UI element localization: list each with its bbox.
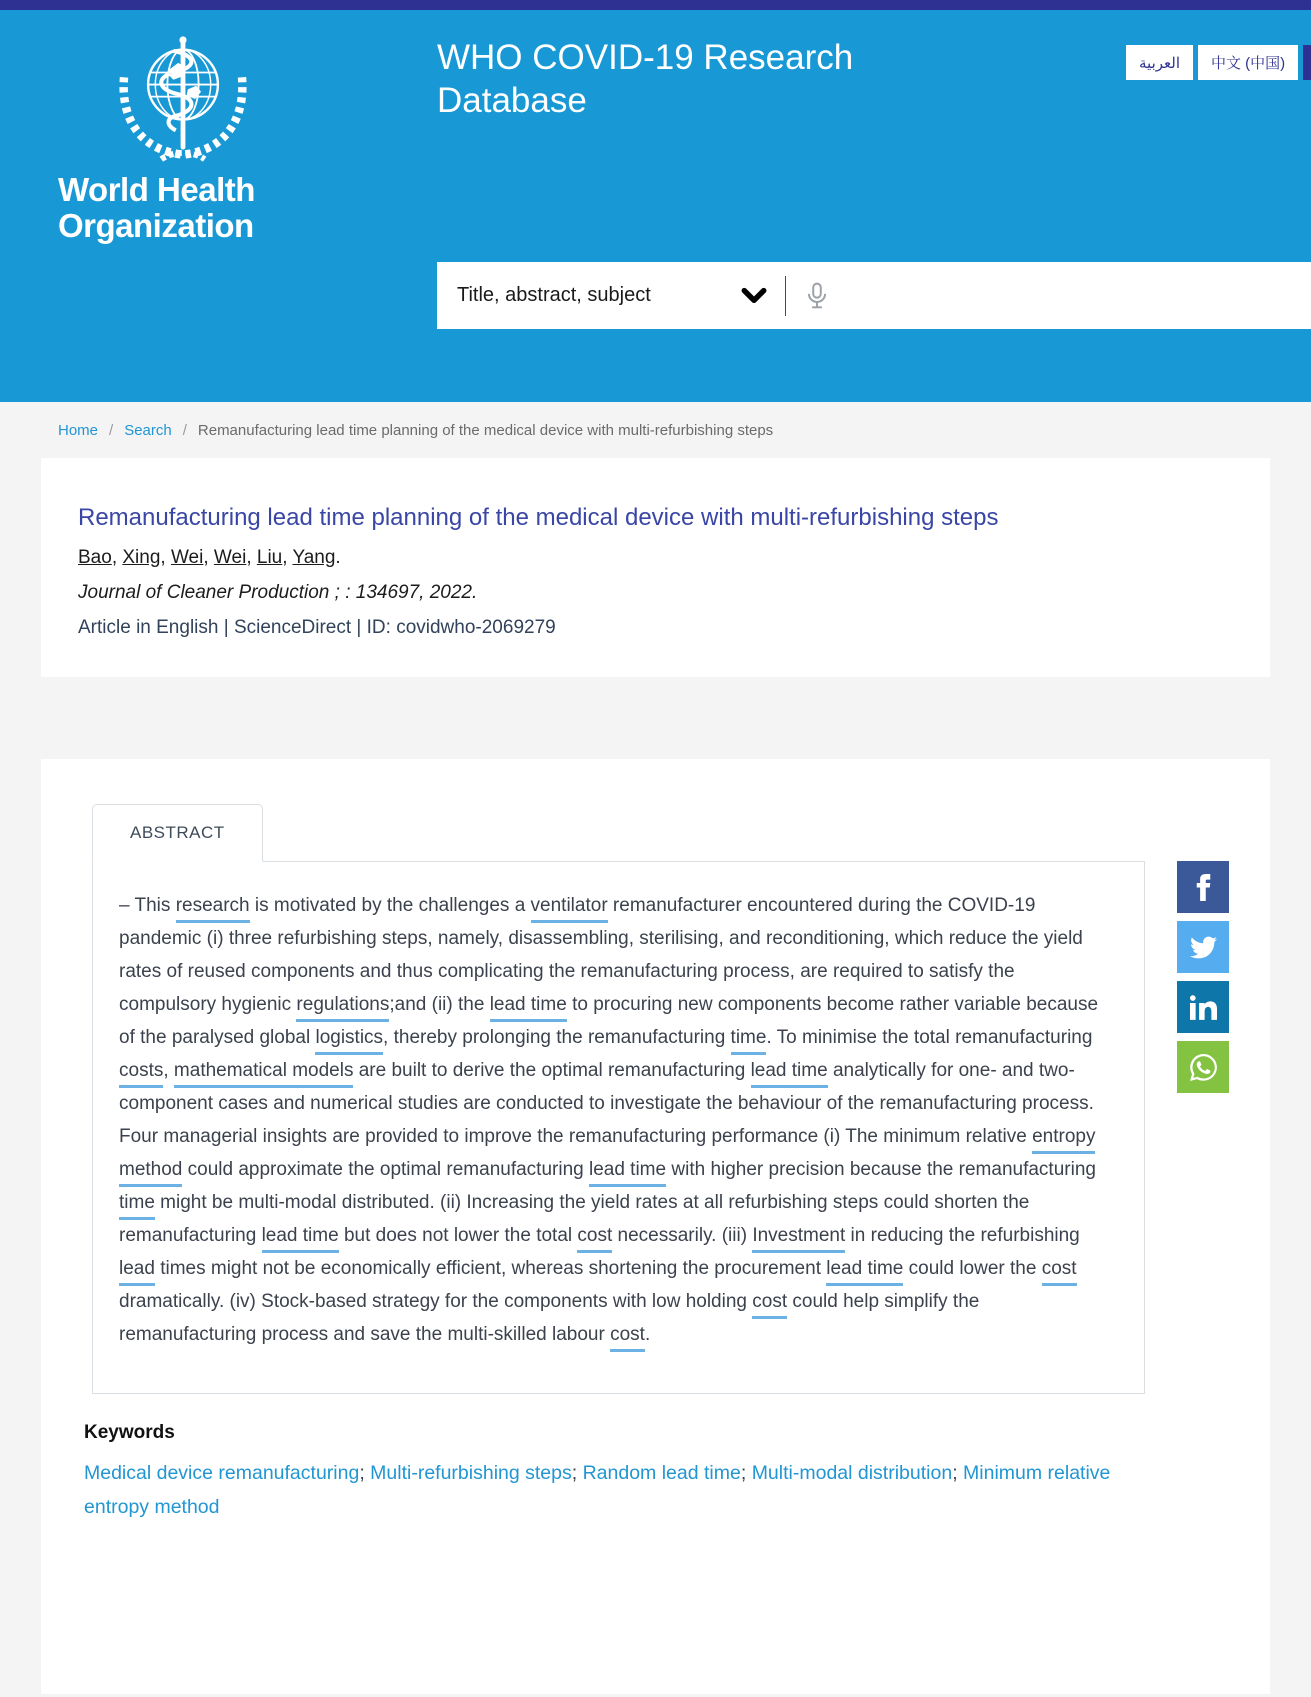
- author-link[interactable]: Yang: [292, 547, 336, 568]
- highlighted-term[interactable]: entropy: [1032, 1126, 1095, 1154]
- author-link[interactable]: Xing: [122, 547, 161, 568]
- logo-text-line2: Organization: [58, 207, 254, 244]
- language-button[interactable]: العربية: [1126, 45, 1193, 80]
- highlighted-term[interactable]: costs: [119, 1060, 163, 1088]
- author-link[interactable]: Wei: [170, 547, 204, 568]
- site-title: WHO COVID-19 Research Database: [437, 38, 854, 120]
- highlighted-term[interactable]: logistics: [315, 1027, 383, 1055]
- breadcrumb-separator: /: [182, 421, 187, 439]
- search-scope-label: Title, abstract, subject: [457, 284, 651, 306]
- highlighted-term[interactable]: lead time: [262, 1225, 339, 1253]
- keyword-link[interactable]: Multi-refurbishing steps: [370, 1462, 572, 1484]
- highlighted-term[interactable]: cost: [610, 1324, 645, 1352]
- keyword-separator: ;: [359, 1462, 371, 1484]
- article-meta-line: Article in English | ScienceDirect | ID: covidwho-2069279: [78, 617, 556, 638]
- highlighted-term[interactable]: time: [119, 1192, 155, 1220]
- highlighted-term[interactable]: lead: [119, 1258, 155, 1286]
- whatsapp-share-button[interactable]: [1177, 1041, 1229, 1093]
- highlighted-term[interactable]: lead time: [490, 994, 567, 1022]
- who-logo[interactable]: [58, 34, 308, 244]
- logo-text-line1: World Health: [58, 171, 255, 208]
- top-strip: [0, 0, 1311, 10]
- language-button[interactable]: 中文 (中国): [1198, 45, 1298, 80]
- whatsapp-icon: [1190, 1054, 1217, 1081]
- keyword-separator: ;: [952, 1462, 964, 1484]
- breadcrumb: [0, 402, 1311, 458]
- keyword-link[interactable]: Multi-modal distribution: [751, 1462, 953, 1484]
- breadcrumb-link[interactable]: Search: [124, 421, 172, 439]
- language-button-partial[interactable]: [1303, 45, 1311, 80]
- highlighted-term[interactable]: cost: [577, 1225, 612, 1253]
- highlighted-term[interactable]: regulations: [296, 994, 389, 1022]
- tab-abstract[interactable]: ABSTRACT: [92, 804, 263, 862]
- highlighted-term[interactable]: mathematical models: [174, 1060, 354, 1088]
- site-header: [0, 0, 1311, 402]
- abstract-text: – This research is motivated by the challenges a ventilator remanufacturer encountered during the COVID-19 pandemic (i) three refurbishing steps, namely, disassembling, sterilising, and reconditioning, which reduce the yield rates of reused components and thus complicating the remanufacturing process, are required to satisfy the compulsory hygienic regulations;and (ii) the lead time to procuring new components become rather variable because of the paralysed global logistics, thereby prolonging the remanufacturing time. To minimise the total remanufacturing costs, mathematical models are built to derive the optimal remanufacturing lead time analytically for one- and two-component cases and numerical studies are conducted to investigate the behaviour of the remanufacturing process. Four managerial insights are provided to improve the remanufacturing performance (i) The minimum relative entropy method could approximate the optimal remanufacturing lead time with higher precision because the remanufacturing time might be multi-modal distributed. (ii) Increasing the yield rates at all refurbishing steps could shorten the remanufacturing lead time but does not lower the total cost necessarily. (iii) Investment in reducing the refurbishing lead times might not be economically efficient, whereas shortening the procurement lead time could lower the cost dramatically. (iv) Stock-based strategy for the components with low holding cost could help simplify the remanufacturing process and save the multi-skilled labour cost.: [92, 861, 1145, 1394]
- microphone-button[interactable]: [786, 262, 848, 329]
- breadcrumb-current: Remanufacturing lead time planning of the medical device with multi-refurbishing steps: [197, 421, 774, 439]
- article-authors: Bao, Xing, Wei, Wei, Liu, Yang.: [78, 547, 341, 568]
- keywords-list: [84, 1456, 1145, 1524]
- keyword-link[interactable]: Medical device remanufacturing: [84, 1462, 360, 1484]
- search-input[interactable]: [848, 262, 1311, 329]
- article-detail-card: [41, 759, 1270, 1694]
- breadcrumb-link[interactable]: Home: [58, 421, 99, 439]
- linkedin-icon: [1190, 994, 1217, 1021]
- facebook-icon: [1190, 874, 1217, 901]
- article-title[interactable]: Remanufacturing lead time planning of the medical device with multi-refurbishing steps: [78, 504, 999, 531]
- keywords-heading: Keywords: [84, 1422, 175, 1443]
- highlighted-term[interactable]: cost: [752, 1291, 787, 1319]
- keyword-separator: ;: [571, 1462, 583, 1484]
- highlighted-term[interactable]: ventilator: [531, 895, 608, 923]
- keyword-link[interactable]: Minimum relative entropy method: [84, 1462, 1111, 1518]
- social-share-buttons: [1177, 861, 1229, 1093]
- highlighted-term[interactable]: lead time: [826, 1258, 903, 1286]
- language-switcher: [1126, 45, 1311, 80]
- breadcrumb-separator: /: [109, 421, 114, 439]
- highlighted-term[interactable]: time: [731, 1027, 767, 1055]
- highlighted-term[interactable]: Investment: [752, 1225, 845, 1253]
- twitter-icon: [1190, 934, 1217, 961]
- keyword-separator: ;: [740, 1462, 752, 1484]
- highlighted-term[interactable]: research: [176, 895, 250, 923]
- highlighted-term[interactable]: lead time: [589, 1159, 666, 1187]
- search-bar: [437, 262, 1311, 329]
- highlighted-term[interactable]: cost: [1042, 1258, 1077, 1286]
- article-summary-card: [41, 458, 1270, 677]
- author-link[interactable]: Liu: [256, 547, 283, 568]
- facebook-share-button[interactable]: [1177, 861, 1229, 913]
- twitter-share-button[interactable]: [1177, 921, 1229, 973]
- author-link[interactable]: Bao: [78, 547, 112, 568]
- highlighted-term[interactable]: method: [119, 1159, 182, 1187]
- author-link[interactable]: Wei: [213, 547, 247, 568]
- journal-line: Journal of Cleaner Production ; : 134697, 2022.: [78, 582, 478, 603]
- linkedin-share-button[interactable]: [1177, 981, 1229, 1033]
- keyword-link[interactable]: Random lead time: [582, 1462, 741, 1484]
- highlighted-term[interactable]: lead time: [751, 1060, 828, 1088]
- chevron-down-icon: [741, 287, 767, 305]
- who-emblem-icon: [104, 34, 262, 164]
- search-scope-dropdown[interactable]: [437, 284, 767, 307]
- microphone-icon: [804, 282, 830, 310]
